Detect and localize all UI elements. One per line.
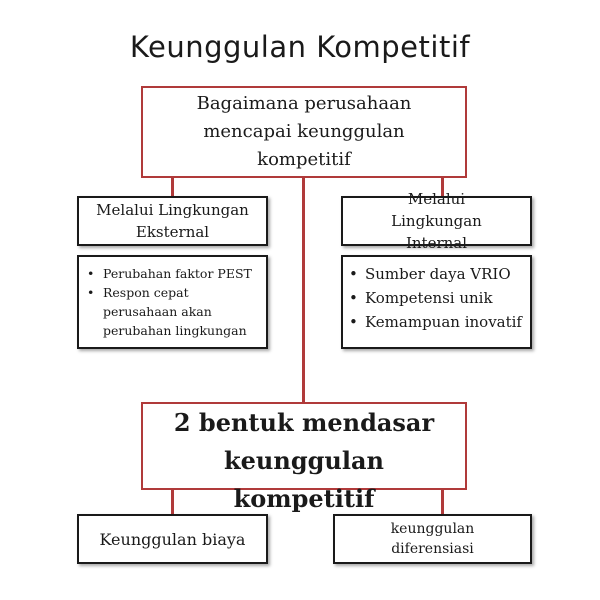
connector-main-vertical xyxy=(302,176,305,404)
question-text: Bagaimana perusahaan mencapai keunggulan kompetitif xyxy=(196,93,412,170)
cost-advantage-box xyxy=(77,514,268,564)
external-heading: Melalui Lingkungan Eksternal xyxy=(96,201,249,241)
internal-heading-box xyxy=(341,190,532,252)
differentiation-advantage-label: keunggulan diferensiasi xyxy=(390,521,475,557)
diagram-title: Keunggulan Kompetitif xyxy=(129,30,471,64)
list-item: • Respon cepat perusahaan akan perubahan lingkungan xyxy=(81,283,260,340)
internal-heading: Melalui Lingkungan Internal xyxy=(391,190,482,252)
internal-list xyxy=(347,262,526,334)
internal-list-box xyxy=(341,255,532,349)
external-list xyxy=(81,264,260,340)
external-list-box xyxy=(77,255,268,349)
list-item: • Kompetensi unik xyxy=(347,286,526,310)
connector-left-vertical xyxy=(171,176,174,198)
external-heading-box xyxy=(77,196,268,246)
list-item: • Perubahan faktor PEST xyxy=(81,264,260,283)
list-item: • Kemampuan inovatif xyxy=(347,310,526,334)
question-box xyxy=(141,86,467,178)
list-item: • Sumber daya VRIO xyxy=(347,262,526,286)
differentiation-advantage-box xyxy=(333,514,532,564)
cost-advantage-label: Keunggulan biaya xyxy=(99,529,246,549)
basic-forms-text: 2 bentuk mendasar keunggulan kompetitif xyxy=(173,408,435,513)
